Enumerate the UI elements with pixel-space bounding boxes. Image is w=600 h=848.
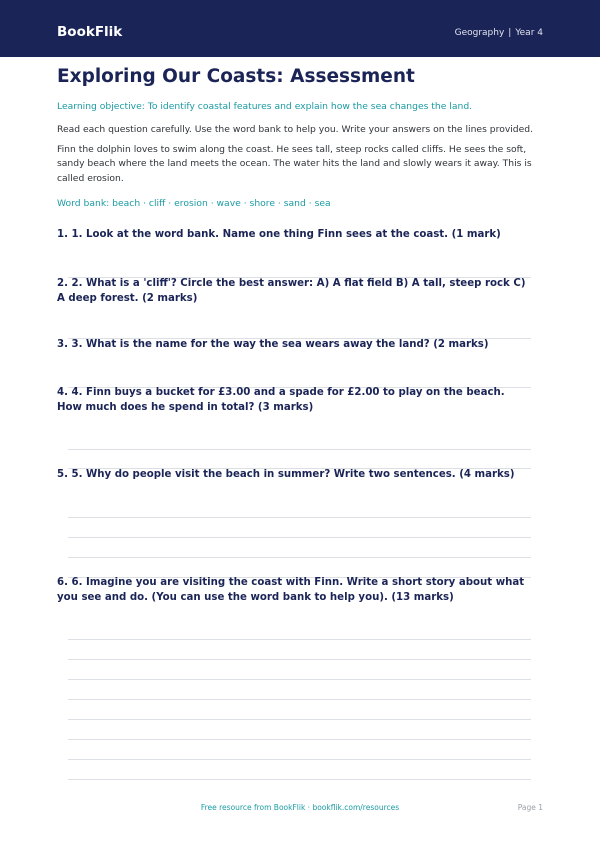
answer-line[interactable] <box>68 517 531 518</box>
instructions-text: Read each question carefully. Use the word bank to help you. Write your answers on the lines provided. <box>57 124 534 135</box>
answer-line[interactable] <box>68 557 531 558</box>
answer-line[interactable] <box>68 739 531 740</box>
question-2: 2. 2. What is a 'cliff'? Circle the best answer: A) A flat field B) A tall, steep rock C) A deep forest. (2 marks) <box>57 278 526 304</box>
meta-separator: | <box>508 28 512 38</box>
question-1: 1. 1. Look at the word bank. Name one thing Finn sees at the coast. (1 mark) <box>57 229 501 240</box>
answer-line[interactable] <box>68 699 531 700</box>
question-6: 6. 6. Imagine you are visiting the coast with Finn. Write a short story about what you see and do. (You can use the word bank to help you). (13 marks) <box>57 577 525 603</box>
brand-logo: BookFlik <box>57 24 123 40</box>
question-4: 4. 4. Finn buys a bucket for £3.00 and a spade for £2.00 to play on the beach. How much does he spend in total? (3 marks) <box>57 387 505 413</box>
answer-line[interactable] <box>68 639 531 640</box>
subject-label: Geography <box>454 28 505 38</box>
answer-line[interactable] <box>68 537 531 538</box>
answer-line[interactable] <box>68 779 531 780</box>
question-5: 5. 5. Why do people visit the beach in summer? Write two sentences. (4 marks) <box>57 469 515 480</box>
answer-line[interactable] <box>68 449 531 450</box>
learning-objective: Learning objective: To identify coastal features and explain how the sea changes the land. <box>57 101 473 112</box>
header-bar <box>0 0 600 57</box>
answer-line[interactable] <box>68 659 531 660</box>
question-3: 3. 3. What is the name for the way the sea wears away the land? (2 marks) <box>57 339 489 350</box>
answer-line[interactable] <box>68 759 531 760</box>
page-number: Page 1 <box>517 803 543 812</box>
footer-text: Free resource from BookFlik · bookflik.com/resources <box>200 803 400 812</box>
answer-line[interactable] <box>68 719 531 720</box>
header-meta <box>455 26 543 40</box>
answer-line[interactable] <box>68 679 531 680</box>
word-bank: Word bank: beach · cliff · erosion · wave · shore · sand · sea <box>57 198 331 209</box>
page-title: Exploring Our Coasts: Assessment <box>57 66 415 87</box>
story-text: Finn the dolphin loves to swim along the coast. He sees tall, steep rocks called cliffs. He sees the soft, sandy beach where the land meets the ocean. The water hits the land and slowly wears it away. This is called erosion. <box>57 144 532 184</box>
year-label: Year 4 <box>515 28 543 38</box>
